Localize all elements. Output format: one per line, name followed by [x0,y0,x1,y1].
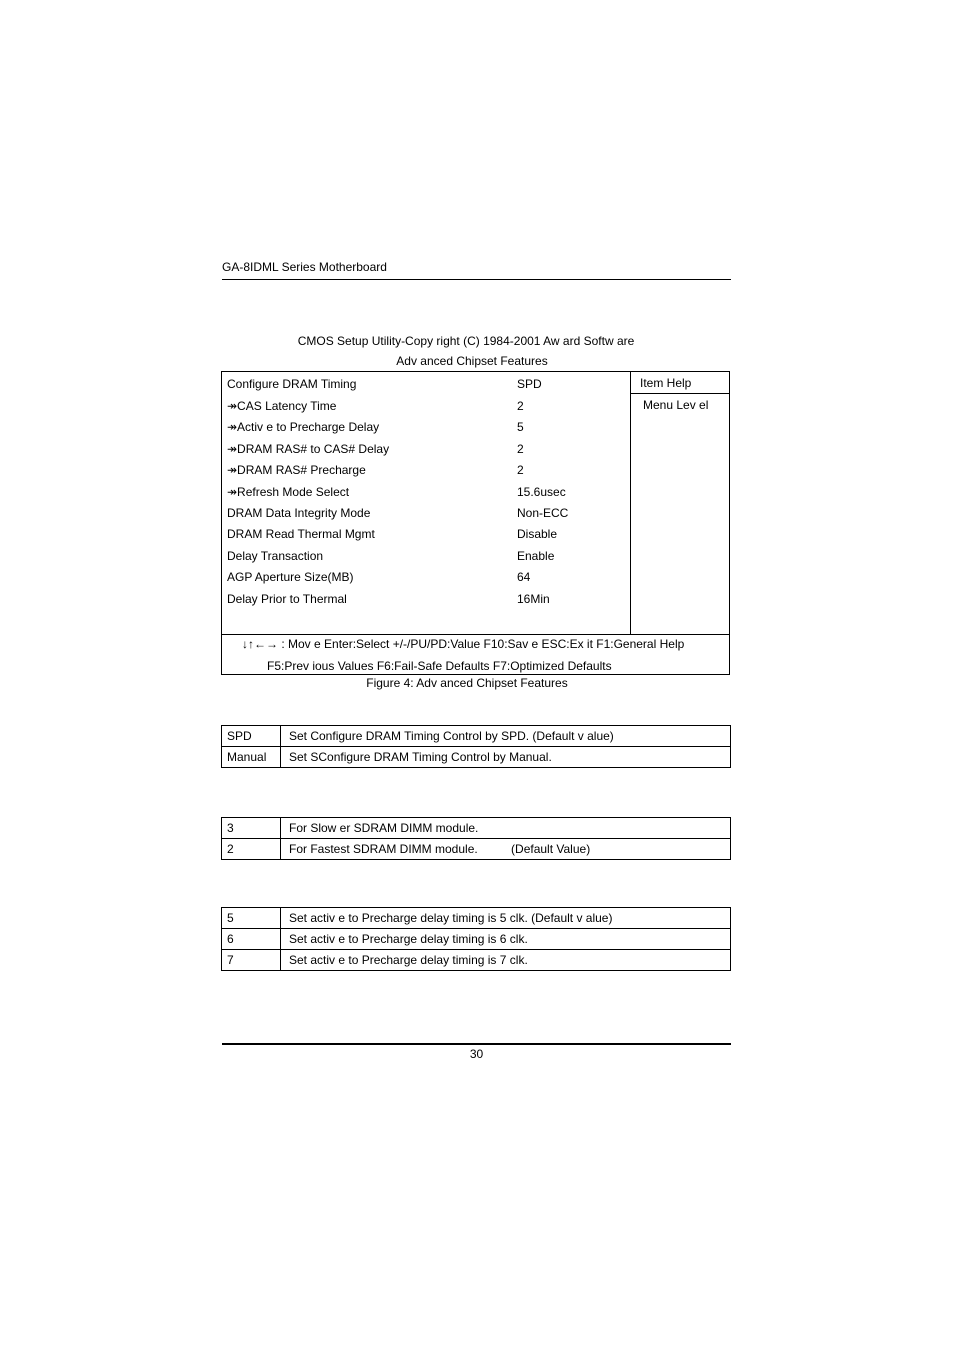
bios-item-value[interactable]: 64 [517,570,531,584]
page-number: 30 [469,1047,484,1061]
bios-item-label: ↠DRAM RAS# to CAS# Delay [227,442,390,456]
bios-item-row[interactable] [227,568,627,586]
option-key: 7 [222,950,281,971]
option-desc: Set Configure DRAM Timing Control by SPD. (Default v alue) [281,726,731,747]
option-desc: For Slow er SDRAM DIMM module. [281,818,731,839]
bios-item-row[interactable] [227,440,627,458]
bios-item-label: ↠Refresh Mode Select [227,485,350,499]
bios-item-label: DRAM Data Integrity Mode [227,506,371,520]
table-row [222,726,731,747]
option-desc: Set activ e to Precharge delay timing is 6 clk. [281,929,731,950]
footer-rule [222,1043,731,1045]
table-row [222,908,731,929]
bios-item-label: ↠CAS Latency Time [227,399,337,413]
bios-item-row[interactable] [227,525,627,543]
option-key: Manual [222,747,281,768]
bios-item-label: Delay Prior to Thermal [227,592,347,606]
option-key: 2 [222,839,281,860]
table-row [222,929,731,950]
table-row [222,950,731,971]
bios-item-value[interactable]: 16Min [517,592,550,606]
bios-item-label: DRAM Read Thermal Mgmt [227,527,375,541]
bios-item-value[interactable]: Non-ECC [517,506,569,520]
bios-item-value[interactable]: Disable [517,527,558,541]
bios-item-row[interactable] [227,397,627,415]
screen-title: Adv anced Chipset Features [396,354,548,368]
cas-latency-options-table [221,817,731,860]
table-row [222,747,731,768]
header-rule [222,279,731,280]
item-help-panel [631,372,729,634]
option-desc: Set SConfigure DRAM Timing Control by Manual. [281,747,731,768]
utility-title: CMOS Setup Utility-Copy right (C) 1984-2001 Aw ard Softw are [297,334,635,348]
configure-dram-timing-options-table [221,725,731,768]
option-key: 5 [222,908,281,929]
bios-item-row[interactable] [227,504,627,522]
option-desc: Set activ e to Precharge delay timing is 5 clk. (Default v alue) [281,908,731,929]
bios-item-row[interactable] [227,375,627,393]
item-help-text: Menu Lev el [643,398,709,412]
option-key: 6 [222,929,281,950]
bios-item-label: Configure DRAM Timing [227,377,357,391]
option-key: 3 [222,818,281,839]
bios-item-row[interactable] [227,483,627,501]
option-desc: For Fastest SDRAM DIMM module. (Default Value) [281,839,731,860]
table-row [222,839,731,860]
bios-screen [221,371,730,675]
bios-item-value[interactable]: 2 [517,463,524,477]
bios-item-label: Delay Transaction [227,549,324,563]
bios-item-row[interactable] [227,461,627,479]
item-help-title: Item Help [631,372,729,394]
key-legend [222,634,729,675]
option-desc: Set activ e to Precharge delay timing is 7 clk. [281,950,731,971]
key-legend-line-1: ↓↑←→ : Mov e Enter:Select +/-/PU/PD:Value F10:Sav e ESC:Ex it F1:General Help [242,637,685,651]
active-to-precharge-options-table [221,907,731,971]
bios-item-row[interactable] [227,547,627,565]
bios-item-label: ↠Activ e to Precharge Delay [227,420,380,434]
key-legend-line-2: F5:Prev ious Values F6:Fail-Safe Defaults F7:Optimized Defaults [267,659,612,673]
bios-item-list [222,372,631,634]
option-key: SPD [222,726,281,747]
bios-item-label: AGP Aperture Size(MB) [227,570,354,584]
bios-item-row[interactable] [227,418,627,436]
bios-item-label: ↠DRAM RAS# Precharge [227,463,366,477]
figure-caption: Figure 4: Adv anced Chipset Features [366,676,568,690]
bios-item-value[interactable]: 5 [517,420,524,434]
bios-item-value[interactable]: 2 [517,399,524,413]
bios-item-value[interactable]: 15.6usec [517,485,566,499]
bios-item-value[interactable]: SPD [517,377,542,391]
bios-item-value[interactable]: Enable [517,549,555,563]
table-row [222,818,731,839]
bios-item-row[interactable] [227,590,627,608]
header-title: GA-8IDML Series Motherboard [222,260,387,274]
bios-item-value[interactable]: 2 [517,442,524,456]
